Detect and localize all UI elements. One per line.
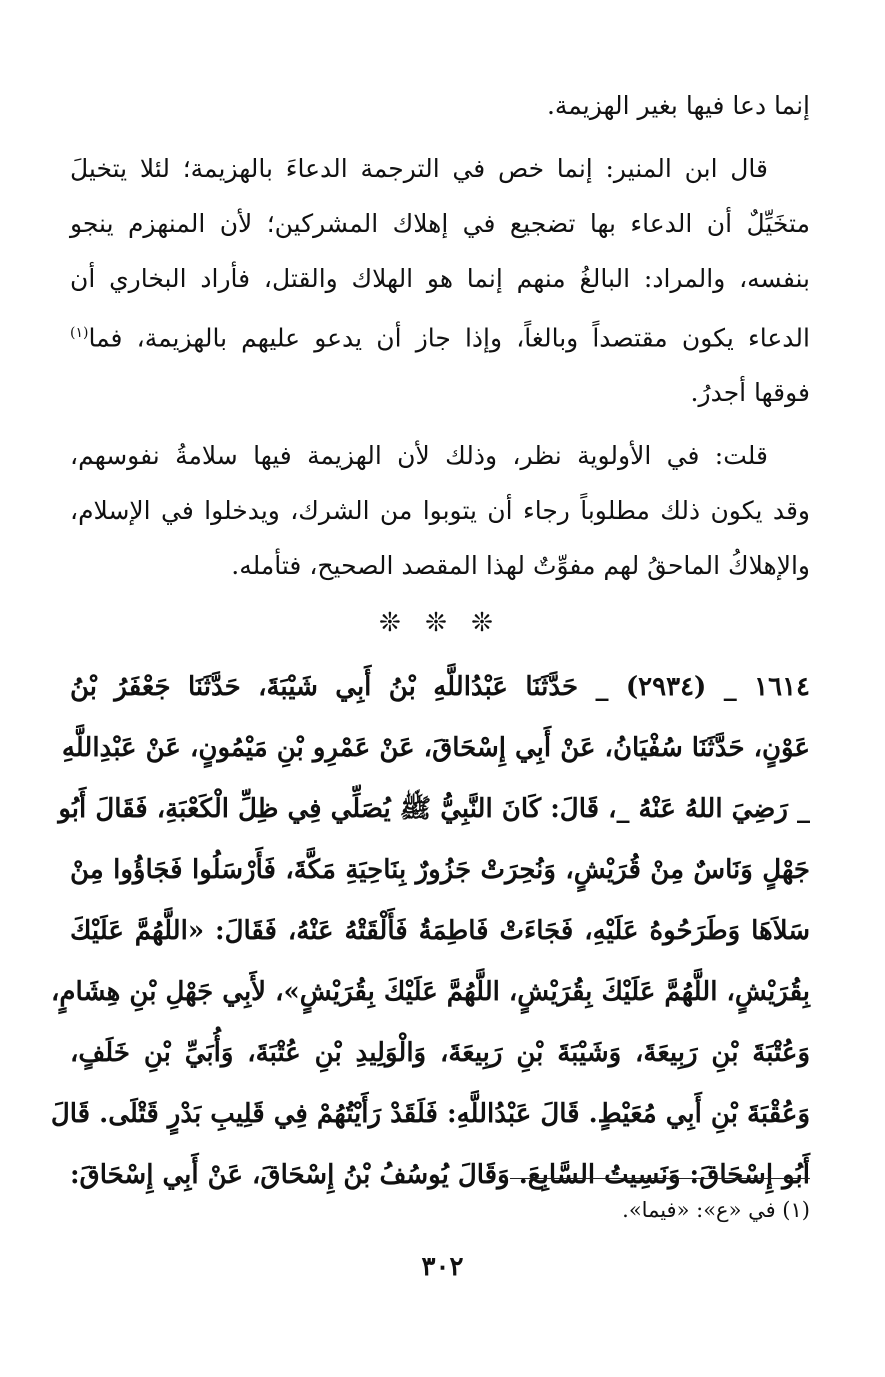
text-line: قال ابن المنير: إنما خص في الترجمة الدعاءَ بالهزيمة؛ لئلا يتخيلَ (70, 154, 768, 183)
text-line: وقد يكون ذلك مطلوباً رجاء أن يتوبوا من الشرك، ويدخلوا في الإسلام، (70, 496, 810, 526)
text-line: فوقها أجدرُ. (690, 378, 810, 408)
hadith-line: وَعُتْبَةَ بْنِ رَبِيعَةَ، وَشَيْبَةَ بْنِ رَبِيعَةَ، وَالْوَلِيدِ بْنِ عُتْبَةَ، وَأُبَيِّ بْنِ خَلَفٍ، (70, 1038, 810, 1069)
hadith-line: بِقُرَيْشٍ، اللَّهُمَّ عَلَيْكَ بِقُرَيْشٍ، اللَّهُمَّ عَلَيْكَ بِقُرَيْشٍ»، لأَبِي جَهْلِ بْنِ هِشَامٍ، (51, 977, 810, 1008)
hadith-line: ١٦١٤ _ (٢٩٣٤) _ حَدَّثَنَا عَبْدُاللَّهِ بْنُ أَبِي شَيْبَةَ، حَدَّثَنَا جَعْفَرُ بْنُ (70, 672, 810, 703)
page-body (50, 78, 810, 1206)
hadith-line: جَهْلٍ وَنَاسٌ مِنْ قُرَيْشٍ، وَنُحِرَتْ جَزُورٌ بِنَاحِيَةِ مَكَّةَ، فَأَرْسَلُوا فَجَاؤُوا مِنْ (70, 855, 810, 886)
text-line-with-footnote (70, 306, 810, 365)
text-line: قلت: في الأولوية نظر، وذلك لأن الهزيمة فيها سلامةُ نفوسهم، (70, 441, 768, 471)
hadith-line: سَلاَهَا وَطَرَحُوهُ عَلَيْهِ، فَجَاءَتْ فَاطِمَةُ فَأَلْقَتْهُ عَنْهُ، فَقَالَ: «اللَّهُمَّ عَلَيْكَ (70, 916, 810, 947)
footnote-divider (510, 1178, 810, 1179)
hadith-line: عَوْنٍ، حَدَّثَنَا سُفْيَانُ، عَنْ أَبِي إِسْحَاقَ، عَنْ عَمْرِو بْنِ مَيْمُونٍ، عَنْ عَبْدِاللَّهِ (61, 733, 810, 764)
hadith-line: _ رَضِيَ اللهُ عَنْهُ _، قَالَ: كَانَ النَّبِيُّ ﷺ يُصَلِّي فِي ظِلِّ الْكَعْبَةِ، فَقَالَ أَبُو (58, 794, 810, 825)
paragraph-2 (70, 141, 810, 420)
section-separator: ❊ ❊ ❊ (379, 608, 501, 639)
hadith-line: وَعُقْبَةَ بْنِ أَبِي مُعَيْطٍ. قَالَ عَبْدُاللَّهِ: فَلَقَدْ رَأَيْتُهُمْ فِي قَلِيبِ بَدْرٍ قَتْلَى. قَالَ (50, 1099, 810, 1130)
footnote: (١) في «ع»: «فيما». (622, 1198, 810, 1222)
hadith-line: أَبُو إِسْحَاقَ: وَنَسِيتُ السَّابِعَ. وَقَالَ يُوسُفُ بْنُ إِسْحَاقَ، عَنْ أَبِي إِسْحَاقَ: (69, 1160, 810, 1191)
paragraph-1 (70, 78, 810, 133)
text-line: والإهلاكُ الماحقُ لهم مفوِّتٌ لهذا المقصد الصحيح، فتأمله. (231, 551, 810, 581)
text-line: إنما دعا فيها بغير الهزيمة. (546, 91, 810, 120)
hadith-paragraph (50, 657, 810, 1206)
footnote-marker: (١) (70, 325, 89, 341)
text-line: بنفسه، والمراد: البالغُ منهم إنما هو الهلاك والقتل، فأراد البخاري أن (70, 264, 810, 293)
paragraph-3 (70, 428, 810, 593)
page-number: ٣٠٢ (421, 1252, 464, 1282)
text-line: متخَيِّلٌ أن الدعاء بها تضجيع في إهلاك المشركين؛ لأن المنهزم ينجو (70, 209, 810, 238)
text-line: الدعاء يكون مقتصداً وبالغاً، وإذا جاز أن يدعو عليهم بالهزيمة، فما (88, 323, 810, 353)
